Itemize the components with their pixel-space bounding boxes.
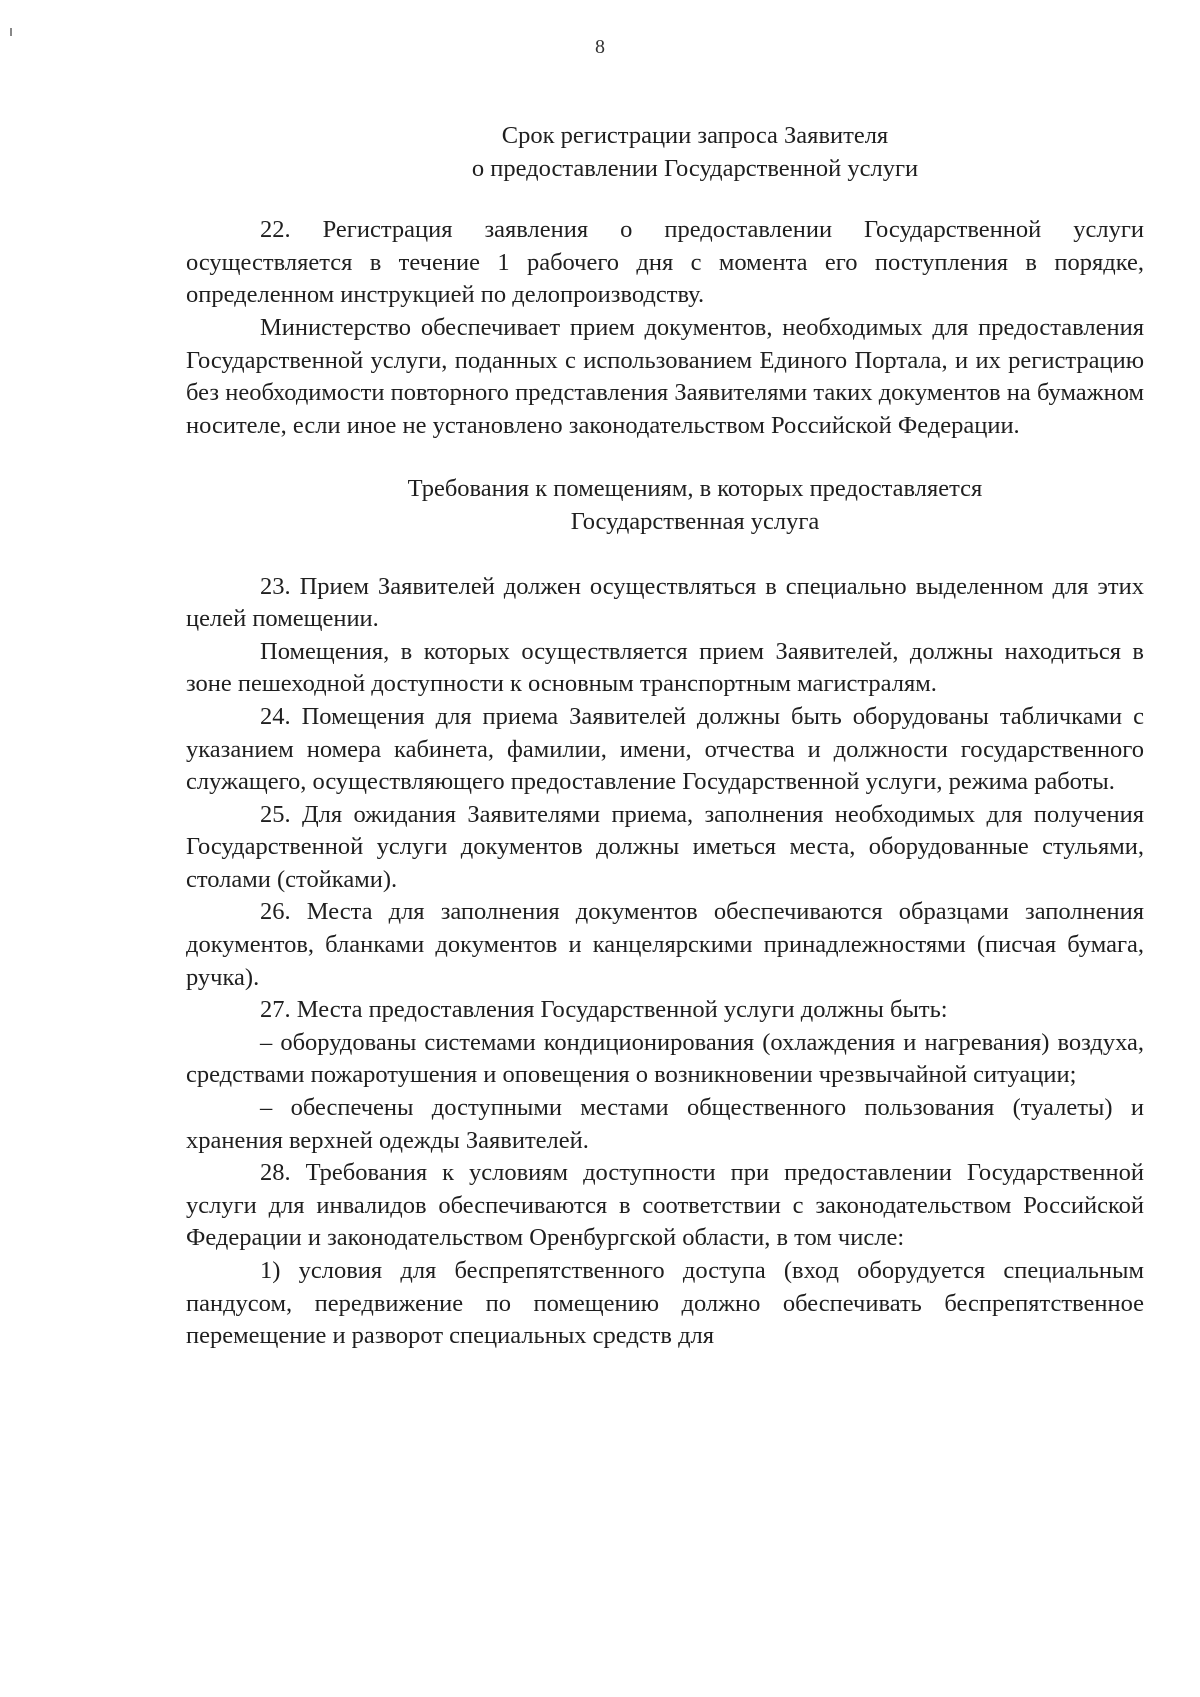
paragraph-24: 24. Помещения для приема Заявителей должны быть оборудованы табличками с указанием номера кабинета, фамилии, имени, отчества и должности государственного служащего, осуществляющего предоставление Государственной услуги, режима работы. <box>186 702 1144 796</box>
list-item-access-conditions: 1) условия для беспрепятственного доступа (вход оборудуется специальным пандусом, передвижение по помещению должно обеспечивать беспрепятственное перемещение и разворот специальных средств для <box>186 1257 1144 1350</box>
scan-artifact <box>10 28 12 36</box>
heading-line: о предоставлении Государственной услуги <box>471 154 919 182</box>
list-item-facilities: – обеспечены доступными местами общественного пользования (туалеты) и хранения верхней одежды Заявителей. <box>186 1094 1144 1154</box>
paragraph-22: 22. Регистрация заявления о предоставлении Государственной услуги осуществляется в течение 1 рабочего дня с момента его поступления в порядке, определенном инструкцией по делопроизводству. <box>186 216 1144 309</box>
page-number: 8 <box>595 36 605 58</box>
list-item-equipment: – оборудованы системами кондиционирования (охлаждения и нагревания) воздуха, средствами пожаротушения и оповещения о возникновении чрезвычайной ситуации; <box>186 1028 1144 1089</box>
paragraph-premises-location: Помещения, в которых осуществляется прием Заявителей, должны находиться в зоне пешеходной доступности к основным транспортным магистралям. <box>186 637 1144 698</box>
paragraph-26: 26. Места для заполнения документов обеспечиваются образцами заполнения документов, бланками документов и канцелярскими принадлежностями (писчая бумага, ручка). <box>186 898 1144 991</box>
heading-line: Срок регистрации запроса Заявителя <box>501 122 889 149</box>
paragraph-portal: Министерство обеспечивает прием документов, необходимых для предоставления Государственной услуги, поданных с использованием Единого Портала, и их регистрацию без необходимости повторного представления Заявителями таких документов на бумажном носителе, если иное не установлено законодательством Российской Федерации. <box>186 313 1144 439</box>
section-heading-premises <box>186 473 1144 538</box>
section-heading-registration <box>186 120 1144 185</box>
heading-line: Государственная услуга <box>570 507 820 535</box>
paragraph-27: 27. Места предоставления Государственной услуги должны быть: <box>260 996 948 1024</box>
document-body <box>186 120 1144 1353</box>
paragraph-25: 25. Для ожидания Заявителями приема, заполнения необходимых для получения Государственной услуги документов должны иметься места, оборудованные стульями, столами (стойками). <box>186 800 1144 893</box>
heading-line: Требования к помещениям, в которых предоставляется <box>407 475 983 503</box>
paragraph-23: 23. Прием Заявителей должен осуществляться в специально выделенном для этих целей помещении. <box>186 572 1144 633</box>
paragraph-28: 28. Требования к условиям доступности при предоставлении Государственной услуги для инвалидов обеспечиваются в соответствии с законодательством Российской Федерации и законодательством Оренбургской области, в том числе: <box>186 1159 1144 1252</box>
